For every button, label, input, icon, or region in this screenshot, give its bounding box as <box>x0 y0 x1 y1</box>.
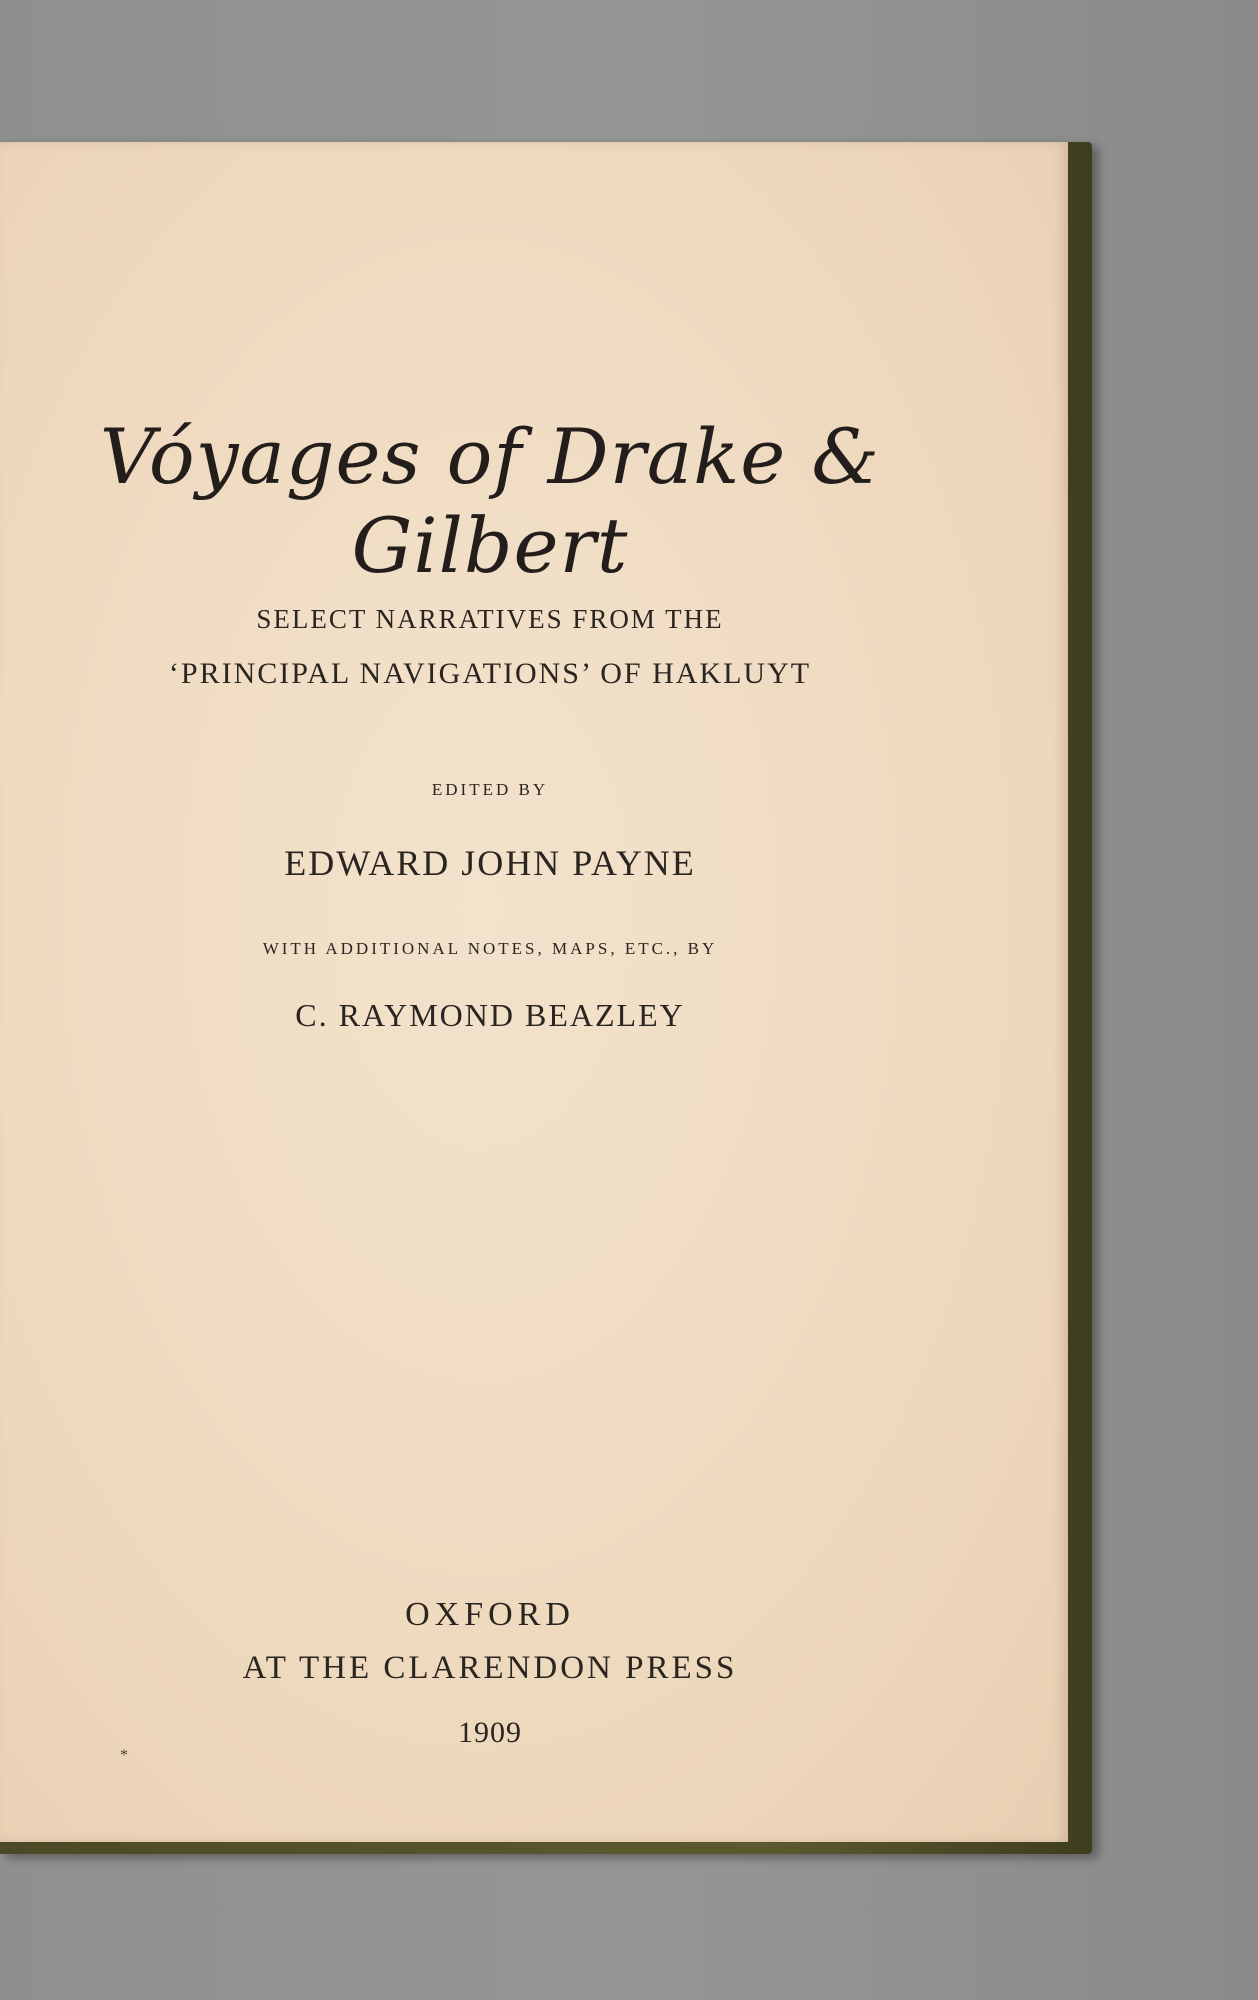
publisher-name: AT THE CLARENDON PRESS <box>242 1650 738 1686</box>
publication-year: 1909 <box>458 1716 522 1749</box>
additional-notes-label: WITH ADDITIONAL NOTES, MAPS, ETC., BY <box>262 939 718 958</box>
publisher-city: OXFORD <box>405 1596 575 1633</box>
stamp-mark: * <box>120 1747 128 1764</box>
book-title: Vóyages of Drake & Gilbert <box>99 412 881 590</box>
title-page <box>0 142 1068 1842</box>
edited-by-label: EDITED BY <box>431 780 549 799</box>
subtitle-line-1: SELECT NARRATIVES FROM THE <box>256 604 724 634</box>
contributor-name: C. RAYMOND BEAZLEY <box>295 997 685 1033</box>
editor-name: EDWARD JOHN PAYNE <box>284 843 696 883</box>
subtitle-line-2: ‘PRINCIPAL NAVIGATIONS’ OF HAKLUYT <box>168 657 812 690</box>
